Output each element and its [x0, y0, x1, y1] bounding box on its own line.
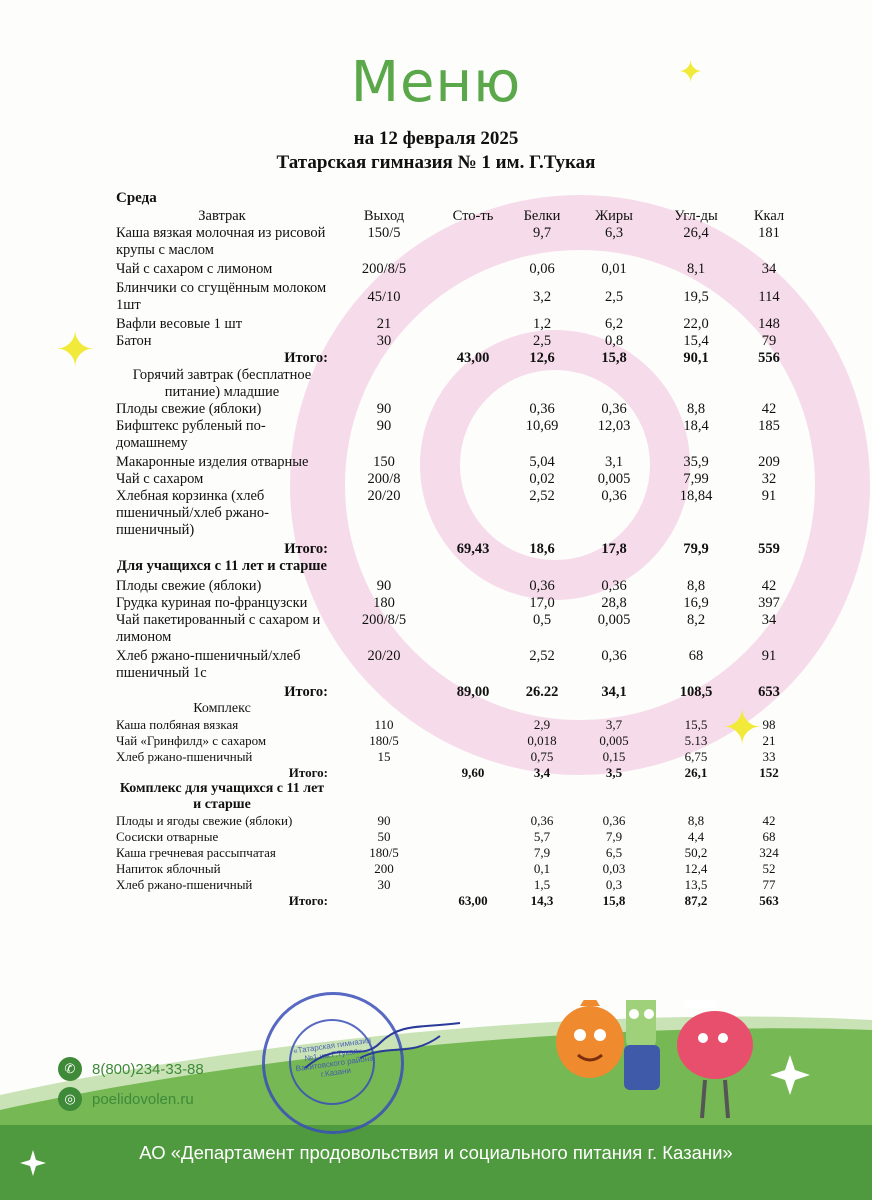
signature-icon — [300, 1018, 470, 1078]
col-name: Завтрак — [198, 208, 246, 224]
table-row: Бифштекс рубленый по-домашнему 90 10,69 12,03 18,4 185 — [116, 418, 780, 451]
table-row: Вафли весовые 1 шт 21 1,2 6,2 22,0 148 — [116, 316, 780, 332]
table-row: Сосиски отварные 50 5,7 7,9 4,4 68 — [116, 829, 776, 844]
table-row: Плоды свежие (яблоки) 90 0,36 0,36 8,8 42 — [116, 401, 777, 417]
col-cost: Сто-ть — [452, 208, 494, 224]
table-row: Каша гречневая рассыпчатая 180/5 7,9 6,5 50,2 324 — [116, 845, 779, 860]
school-name: Татарская гимназия № 1 им. Г.Тукая — [276, 152, 596, 173]
total-row: Итого: 43,00 12,6 15,8 90,1 556 — [284, 350, 780, 366]
footer-organization: АО «Департамент продовольствия и социального питания г. Казани» — [139, 1142, 733, 1163]
table-row: Грудка куриная по-французски 180 17,0 28,8 16,9 397 — [116, 595, 780, 611]
total-row: Итого: 63,00 14,3 15,8 87,2 563 — [288, 893, 779, 908]
section-title: Горячий завтрак (бесплатное питание) младшие — [132, 367, 312, 400]
total-row: Итого: 89,00 26.22 34,1 108,5 653 — [284, 684, 780, 700]
table-row: Блинчики со сгущённым молоком 1шт 45/10 3,2 2,5 19,5 114 — [116, 280, 780, 313]
total-row: Итого: 9,60 3,4 3,5 26,1 152 — [288, 765, 779, 780]
phone-contact[interactable]: ✆ 8(800)234-33-88 — [58, 1057, 204, 1081]
col-output: Выход — [363, 208, 405, 224]
table-header — [116, 208, 796, 225]
table-row: Каша вязкая молочная из рисовой крупы с маслом 150/5 9,7 6,3 26,4 181 — [116, 225, 780, 258]
table-row: Плоды и ягоды свежие (яблоки) 90 0,36 0,36 8,8 42 — [116, 813, 776, 828]
complex-older-section — [116, 781, 796, 909]
col-protein: Белки — [523, 208, 561, 224]
day-of-week: Среда — [116, 190, 157, 206]
onion-mascot-icon — [556, 1000, 624, 1078]
table-row: Каша полбяная вязкая 110 2,9 3,7 15,5 98 — [116, 717, 776, 732]
menu-logo: Меню — [350, 50, 522, 115]
sparkle-icon: ✦ — [722, 700, 763, 756]
table-row: Хлеб ржано-пшеничный 30 1,5 0,3 13,5 77 — [116, 877, 776, 892]
older-section — [116, 558, 796, 701]
sparkle-icon: ✦ — [678, 55, 704, 90]
col-carbs: Угл-ды — [674, 208, 718, 224]
total-row: Итого: 69,43 18,6 17,8 79,9 559 — [284, 541, 780, 557]
table-row: Батон 30 2,5 0,8 15,4 79 — [116, 333, 777, 349]
complex-section — [116, 701, 796, 781]
table-row: Напиток яблочный 200 0,1 0,03 12,4 52 — [116, 861, 776, 876]
table-row: Хлебная корзинка (хлеб пшеничный/хлеб ржано-пшеничный) 20/20 2,52 0,36 18,84 91 — [116, 488, 777, 538]
col-kcal: Ккал — [753, 208, 785, 224]
section-title: Комплекс — [193, 701, 251, 716]
table-row: Плоды свежие (яблоки) 90 0,36 0,36 8,8 42 — [116, 578, 777, 594]
table-row: Хлеб ржано-пшеничный 15 0,75 0,15 6,75 33 — [116, 749, 776, 764]
globe-icon: ◎ — [58, 1087, 82, 1111]
official-stamp: «Татарская гимназия №1 им.Г.Тукая» Вахитовского района г.Казани — [262, 992, 404, 1134]
table-row: Чай с сахаром с лимоном 200/8/5 0,06 0,01 8,1 34 — [116, 261, 777, 277]
menu-table — [116, 190, 796, 909]
website-link[interactable]: ◎ poelidovolen.ru — [58, 1087, 194, 1111]
menu-date: на 12 февраля 2025 — [353, 128, 519, 149]
table-row: Чай пакетированный с сахаром и лимоном 200/8/5 0,5 0,005 8,2 34 — [116, 612, 777, 645]
breakfast-section — [116, 225, 796, 367]
phone-icon: ✆ — [58, 1057, 82, 1081]
table-row: Макаронные изделия отварные 150 5,04 3,1 35,9 209 — [116, 454, 780, 470]
section-title: Комплекс для учащихся с 11 лет и старше — [119, 781, 325, 812]
sparkle-icon: ✦ — [55, 322, 96, 378]
col-fat: Жиры — [595, 208, 633, 224]
table-row: Хлеб ржано-пшеничный/хлеб пшеничный 1с 20/20 2,52 0,36 68 91 — [116, 648, 777, 681]
table-row: Чай «Гринфилд» с сахаром 180/5 0,018 0,005 5.13 21 — [116, 733, 776, 748]
table-row: Чай с сахаром 200/8 0,02 0,005 7,99 32 — [116, 471, 777, 487]
section-title: Для учащихся с 11 лет и старше — [116, 558, 327, 574]
hot-breakfast-section — [116, 367, 796, 558]
